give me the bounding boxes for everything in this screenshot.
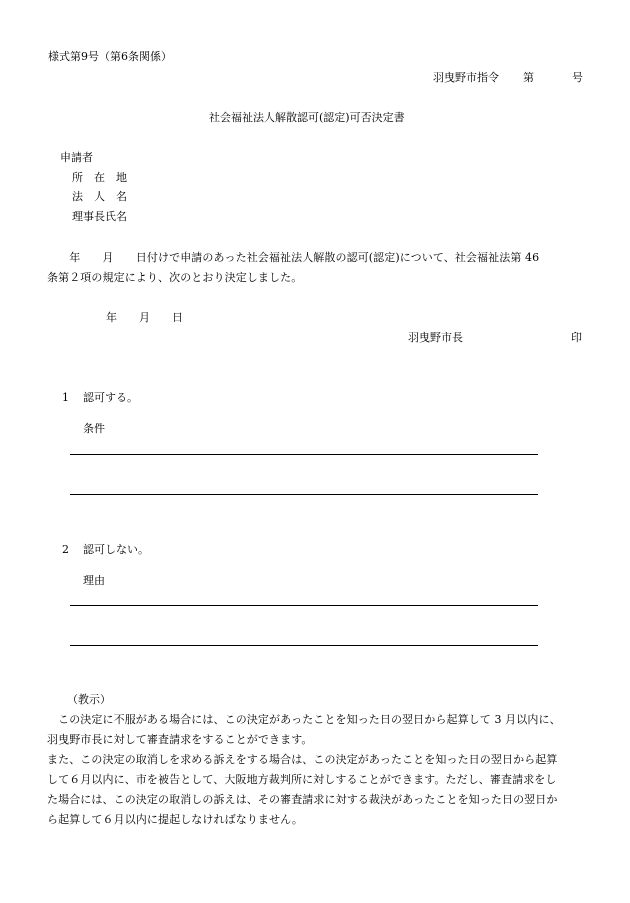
reason-line-1 (70, 605, 538, 606)
address-label: 所 在 地 (72, 171, 127, 184)
body-line-2: 条第２項の規定により、次のとおり決定しました。 (47, 271, 303, 284)
option-reject-number: 2 (62, 543, 69, 556)
option-approve-number: 1 (62, 391, 69, 404)
chairman-name-label: 理事長氏名 (72, 210, 127, 223)
seal-mark: 印 (571, 331, 582, 344)
form-label: 様式第9号（第6条関係） (48, 50, 172, 63)
reason-line-2 (70, 645, 538, 646)
decision-date: 年 月 日 (106, 311, 183, 324)
conditions-line-2 (70, 494, 538, 495)
doc-number-go: 号 (572, 71, 583, 84)
doc-number-dai: 第 (523, 71, 534, 84)
applicant-heading: 申請者 (60, 151, 93, 164)
conditions-line-1 (70, 454, 538, 455)
body-line-1: 年 月 日付けで申請のあった社会福祉法人解散の認可(認定)について、社会福祉法第 46 (47, 251, 540, 264)
document-title: 社会福祉法人解散認可(認定)可否決定書 (209, 111, 405, 124)
doc-number-prefix: 羽曳野市指令 (433, 71, 499, 84)
reason-label: 理由 (83, 574, 105, 587)
option-reject-label: 認可しない。 (83, 543, 149, 556)
notice-heading: （教示） (67, 693, 111, 706)
notice-line: この決定に不服がある場合には、この決定があったことを知った日の翌日から起算して 3 月以内に、 (47, 713, 561, 726)
notice-line: た場合には、この決定の取消しの訴えは、その審査請求に対する裁決があったことを知った日の翌日か (47, 793, 558, 806)
mayor-title: 羽曳野市長 (408, 331, 463, 344)
corp-name-label: 法 人 名 (72, 190, 127, 203)
notice-line: して６月以内に、市を被告として、大阪地方裁判所に対しすることができます。ただし、審査請求をし (47, 773, 557, 786)
conditions-label: 条件 (83, 422, 105, 435)
option-approve-label: 認可する。 (83, 391, 138, 404)
notice-line: また、この決定の取消しを求める訴えをする場合は、この決定があったことを知った日の翌日から起算 (47, 753, 558, 766)
notice-line: ら起算して６月以内に提起しなければなりません。 (47, 813, 303, 826)
notice-line: 羽曳野市長に対して審査請求をすることができます。 (47, 733, 313, 746)
